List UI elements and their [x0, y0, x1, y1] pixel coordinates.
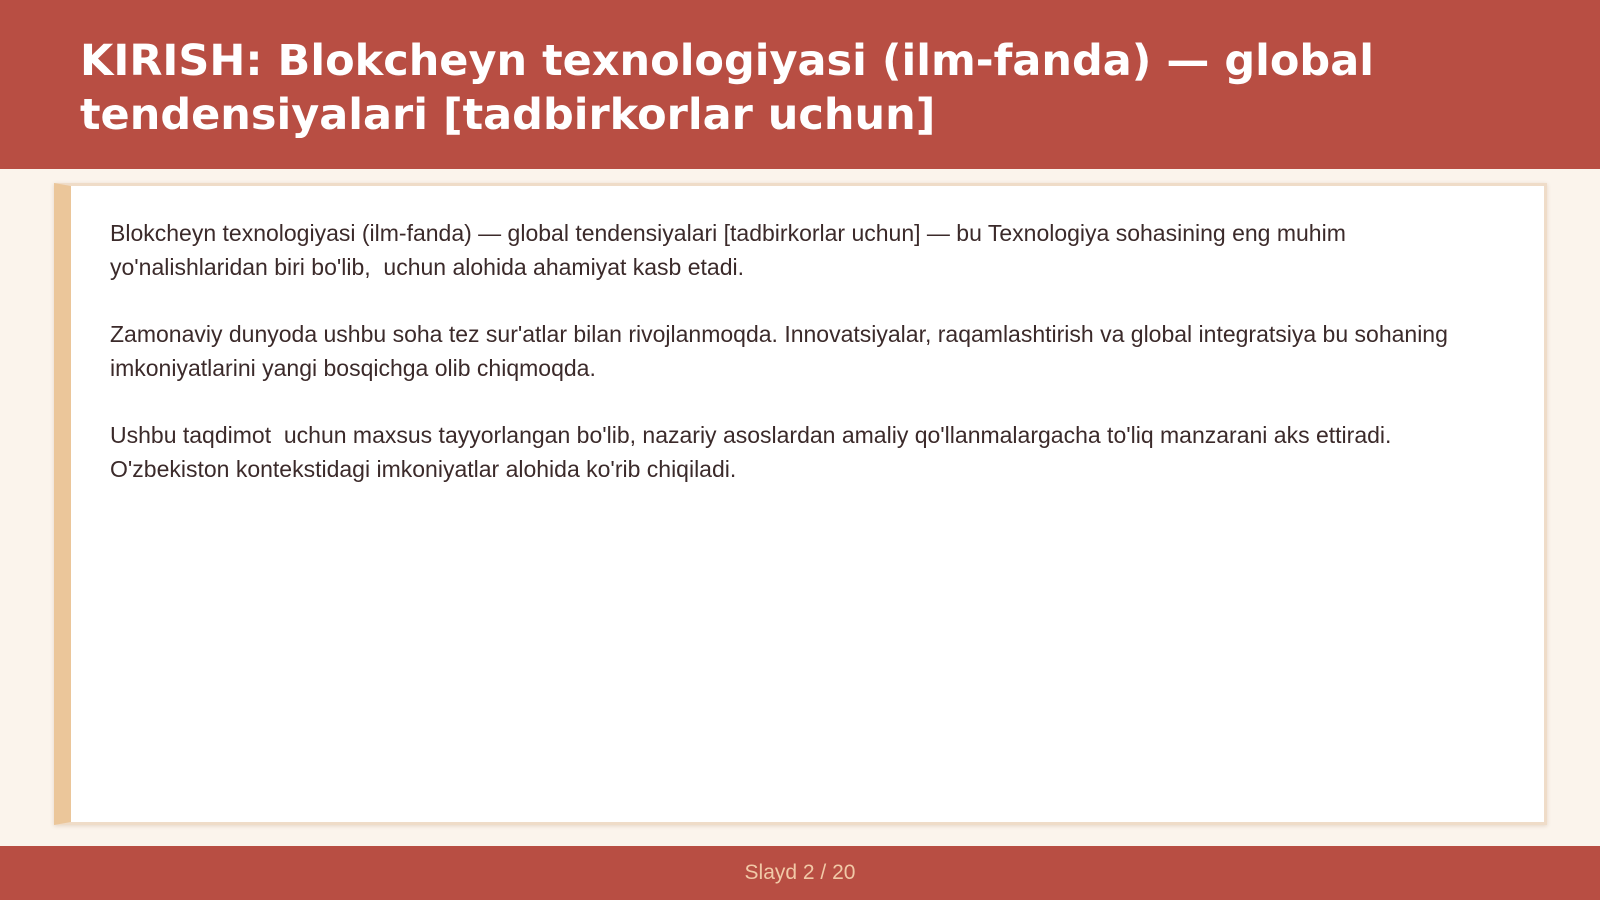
content-card — [54, 183, 1547, 825]
slide-title: KIRISH: Blokcheyn texnologiyasi (ilm-fanda) — global tendensiyalari [tadbirkorlar uchun] — [80, 36, 1374, 140]
paragraph-modern-world: Zamonaviy dunyoda ushbu soha tez sur'atlar bilan rivojlanmoqda. Innovatsiyalar, raqamlashtirish va global integratsiya bu sohaning imkoniyatlarini yangi bosqichga olib chiqmoqda. — [110, 321, 1455, 381]
paragraph-presentation-scope: Ushbu taqdimot uchun maxsus tayyorlangan bo'lib, nazariy asoslardan amaliy qo'llanmalargacha to'liq manzarani aks ettiradi. O'zbekiston kontekstidagi imkoniyatlar alohida ko'rib chiqiladi. — [110, 422, 1398, 482]
slide-number: Slayd 2 / 20 — [744, 861, 856, 884]
paragraph-intro: Blokcheyn texnologiyasi (ilm-fanda) — global tendensiyalari [tadbirkorlar uchun] — bu Texnologiya sohasining eng muhim yo'nalishlaridan biri bo'lib, uchun alohida ahamiyat kasb etadi. — [110, 220, 1353, 280]
slide-header — [0, 0, 1600, 169]
slide-footer — [0, 846, 1600, 900]
